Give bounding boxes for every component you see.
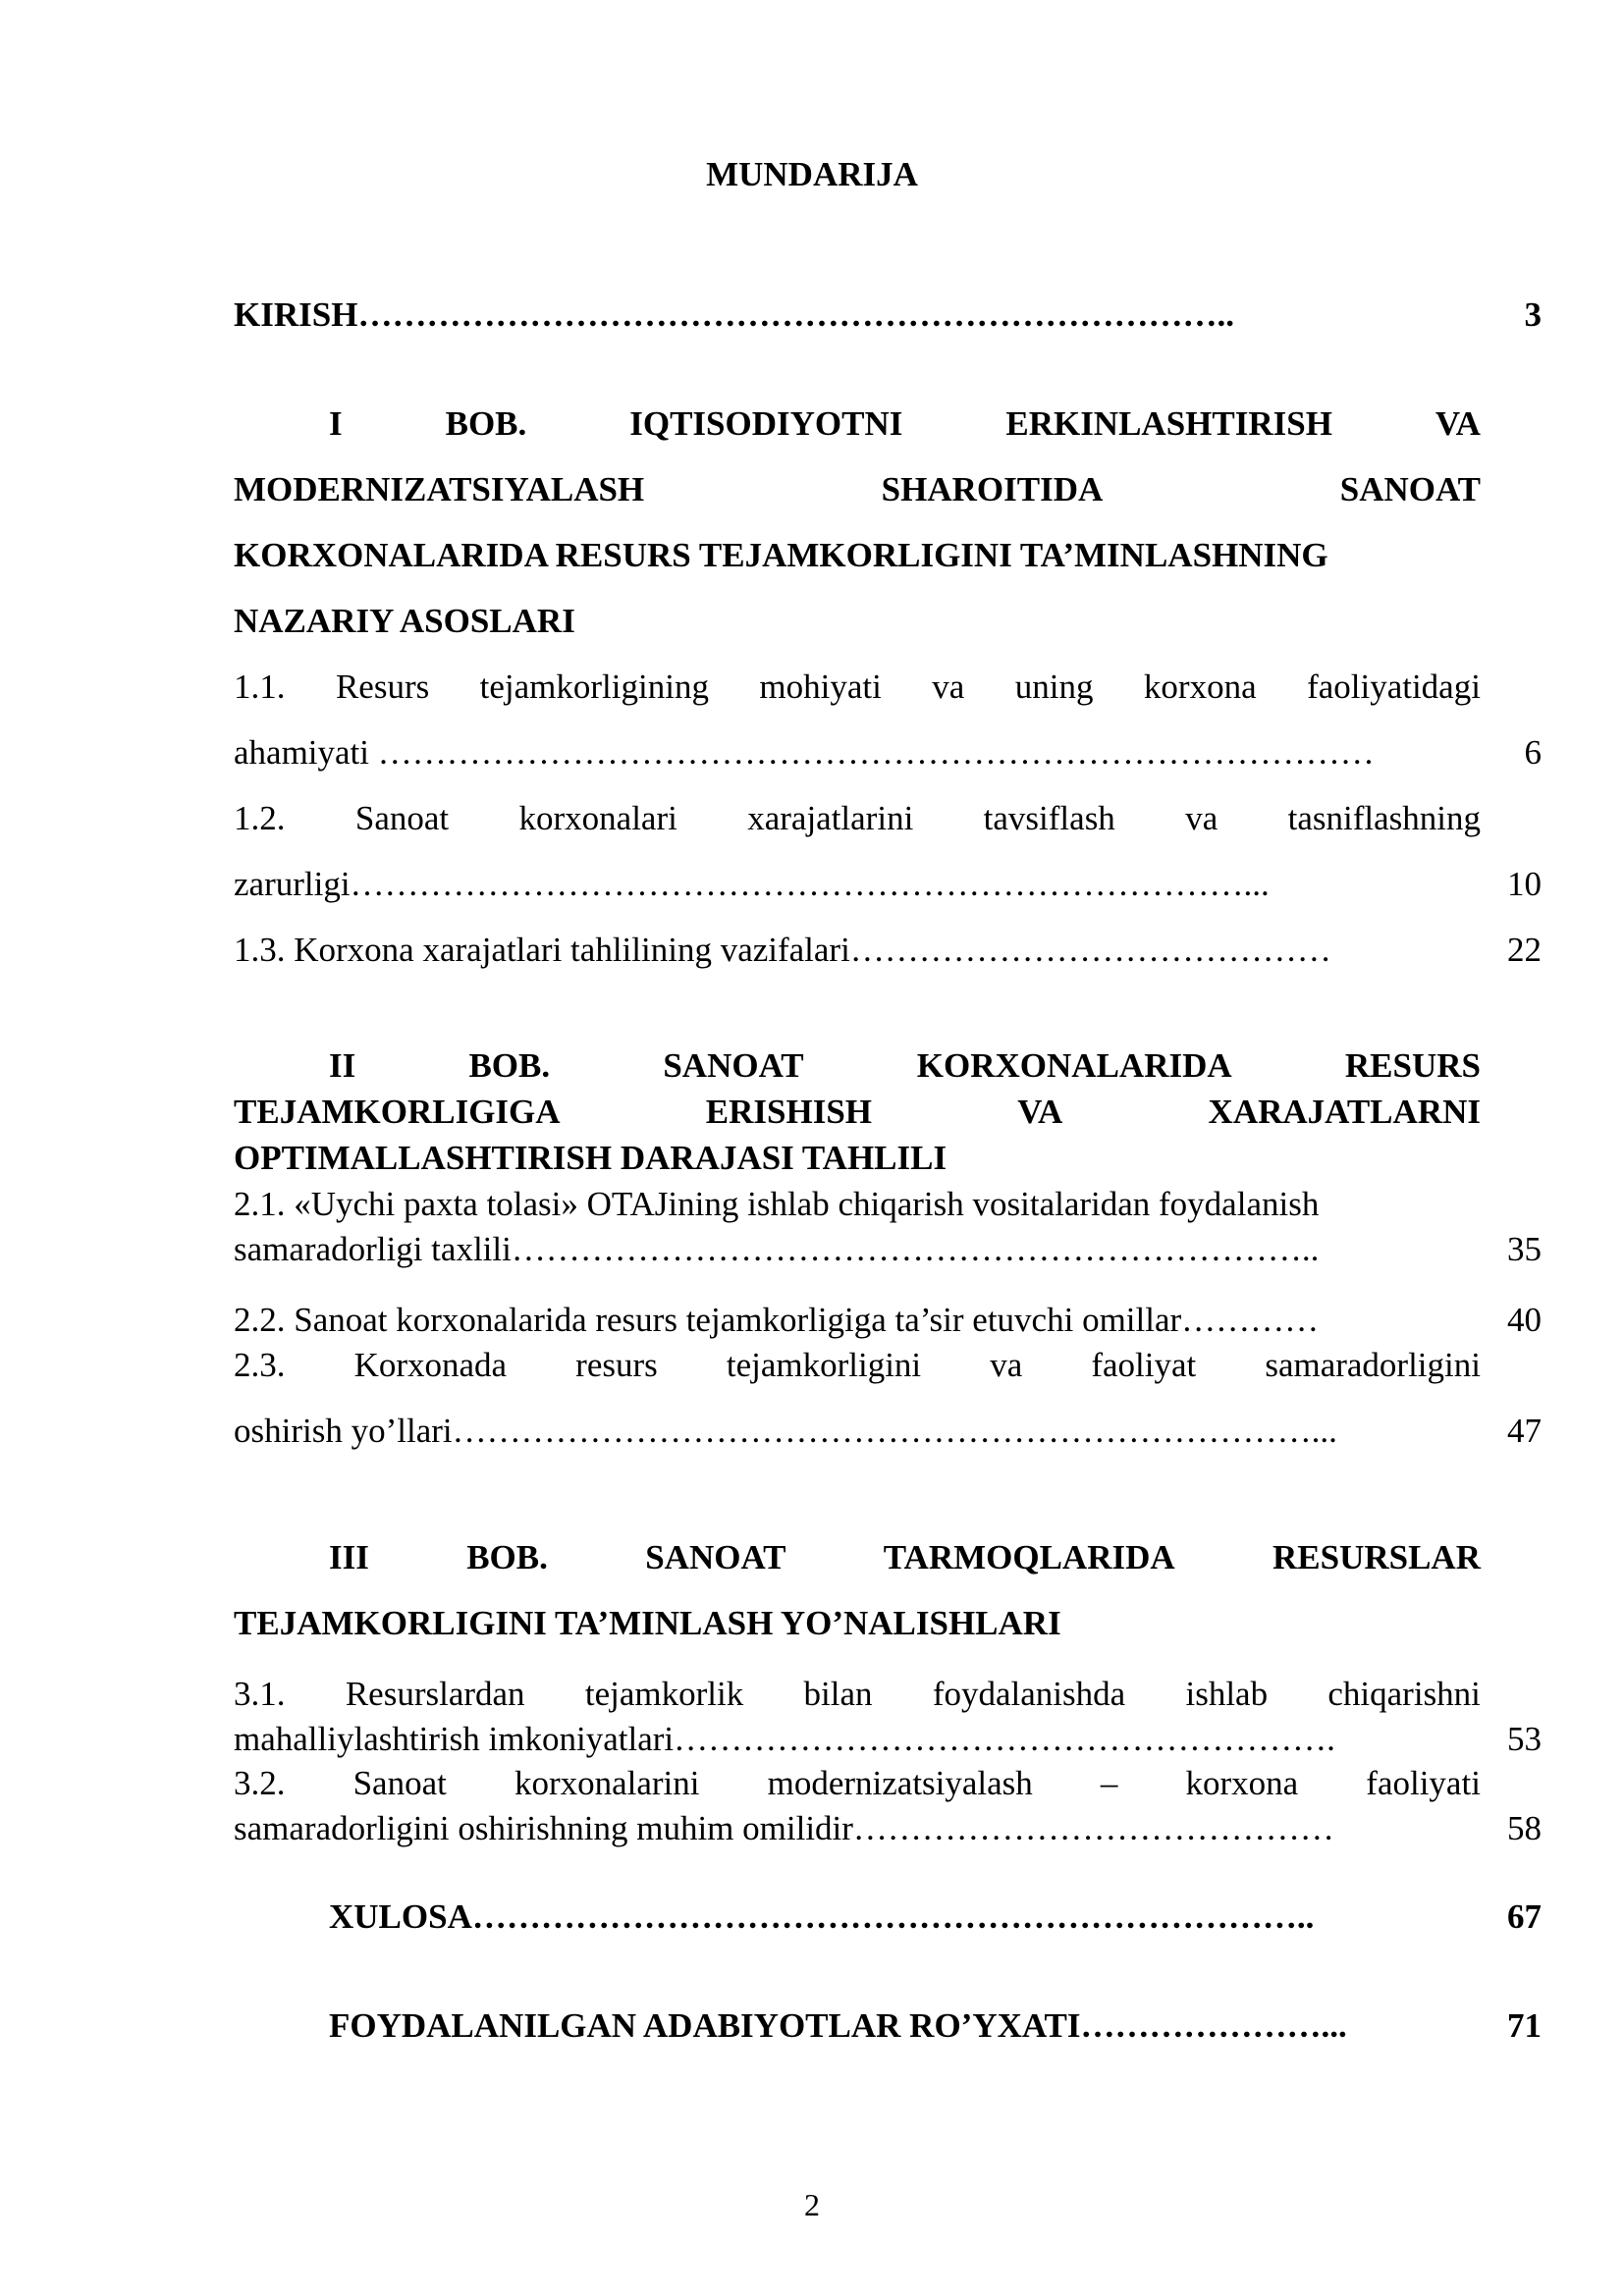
chapter-3-heading-line-2: TEJAMKORLIGINI TA’MINLASH YO’NALISHLARI — [234, 1604, 1061, 1642]
toc-entry-1-2-line-2[interactable]: zarurligi……………………………………………………………………... — [234, 865, 1270, 903]
toc-entry-2-3-line-2[interactable]: oshirish yo’llari…………………………………………………………………... — [234, 1412, 1337, 1450]
toc-label: KIRISH — [234, 295, 358, 334]
toc-entry-1-1-line-1[interactable]: 1.1. Resurs tejamkorligining mohiyati va uning korxona faoliyatidagi — [234, 667, 1481, 706]
toc-entry-2-1-line-1[interactable]: 2.1. «Uychi paxta tolasi» OTAJining ishlab chiqarish vositalaridan foydalanish — [234, 1185, 1320, 1223]
toc-entry-1-3[interactable]: 1.3. Korxona xarajatlari tahlilining vazifalari…………………………………… — [234, 931, 1331, 969]
toc-page-number: 71 — [1507, 2006, 1542, 2045]
toc-entry-2-1-line-2[interactable]: samaradorligi taxlili…………………………………………………………….. — [234, 1230, 1320, 1268]
toc-page-number: 47 — [1507, 1412, 1542, 1450]
toc-label: XULOSA — [329, 1897, 472, 1936]
chapter-1-heading-line-4: NAZARIY ASOSLARI — [234, 602, 575, 640]
toc-page-number: 58 — [1507, 1809, 1542, 1847]
toc-entry-adabiyotlar[interactable] — [329, 2003, 1481, 2048]
toc-page-number: 35 — [1507, 1230, 1542, 1268]
toc-page-number: 53 — [1507, 1720, 1542, 1758]
toc-page-number: 22 — [1507, 931, 1542, 969]
page-number-footer: 2 — [804, 2187, 820, 2222]
toc-page-number: 6 — [1524, 733, 1542, 772]
toc-entry-1-1-line-2[interactable]: ahamiyati …………………………………………………………………………… — [234, 733, 1375, 772]
toc-entry-kirish[interactable] — [234, 293, 1481, 337]
toc-entry-3-1-line-1[interactable]: 3.1. Resurslardan tejamkorlik bilan foydalanishda ishlab chiqarishni — [234, 1675, 1481, 1713]
toc-leader-dots: ………………………………………………………………….. — [357, 295, 1234, 334]
toc-entry-3-1-line-2[interactable]: mahalliylashtirish imkoniyatlari…………………………………………………. — [234, 1720, 1335, 1758]
toc-page-number: 67 — [1507, 1897, 1542, 1936]
toc-entry-3-2-line-1[interactable]: 3.2. Sanoat korxonalarini modernizatsiyalash – korxona faoliyati — [234, 1764, 1481, 1802]
chapter-2-heading-line-3: OPTIMALLASHTIRISH DARAJASI TAHLILI — [234, 1139, 947, 1177]
toc-page-number: 3 — [1524, 295, 1542, 334]
chapter-1-heading-line-3: KORXONALARIDA RESURS TEJAMKORLIGINI TA’MINLASHNING — [234, 536, 1328, 574]
toc-entry-1-2-line-1[interactable]: 1.2. Sanoat korxonalari xarajatlarini tavsiflash va tasniflashning — [234, 799, 1481, 837]
toc-leader-dots: …………………... — [1080, 2006, 1347, 2045]
chapter-2-heading-line-1: II BOB. SANOAT KORXONALARIDA RESURS — [329, 1046, 1481, 1085]
toc-entry-3-2-line-2[interactable]: samaradorligini oshirishning muhim omilidir…………………………………… — [234, 1809, 1334, 1847]
toc-page-number: 10 — [1507, 865, 1542, 903]
toc-page-number: 40 — [1507, 1301, 1542, 1339]
toc-entry-2-3-line-1[interactable]: 2.3. Korxonada resurs tejamkorligini va faoliyat samaradorligini — [234, 1346, 1481, 1384]
toc-entry-xulosa[interactable] — [329, 1895, 1481, 1939]
toc-entry-2-2[interactable]: 2.2. Sanoat korxonalarida resurs tejamkorligiga ta’sir etuvchi omillar………… — [234, 1301, 1320, 1339]
chapter-1-heading-line-2: MODERNIZATSIYALASH SHAROITIDA SANOAT — [234, 470, 1481, 508]
chapter-3-heading-line-1: III BOB. SANOAT TARMOQLARIDA RESURSLAR — [329, 1538, 1481, 1576]
chapter-2-heading-line-2: TEJAMKORLIGIGA ERISHISH VA XARAJATLARNI — [234, 1093, 1481, 1131]
toc-leader-dots: ……………………………………………………………….. — [471, 1897, 1315, 1936]
page-title: MUNDARIJA — [706, 155, 918, 193]
toc-label: FOYDALANILGAN ADABIYOTLAR RO’YXATI — [329, 2006, 1081, 2045]
chapter-1-heading-line-1: I BOB. IQTISODIYOTNI ERKINLASHTIRISH VA — [329, 404, 1481, 443]
